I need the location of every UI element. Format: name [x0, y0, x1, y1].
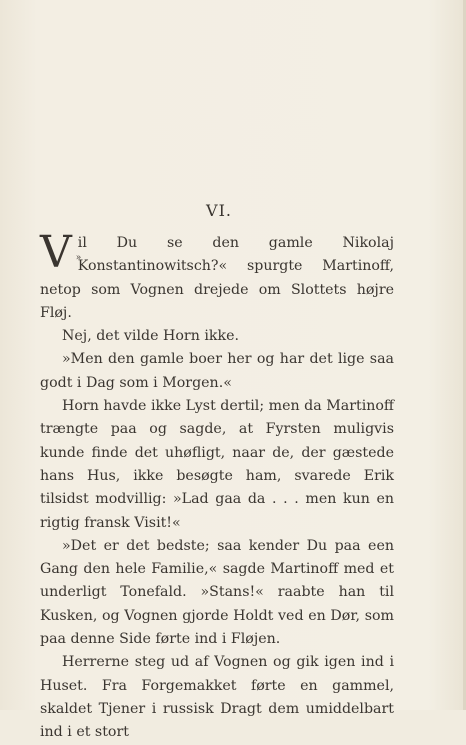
opening-text: il Du se den gamle Nikolaj Konstantinowitsch?« spurgte Martinoff, netop som Vognen drejede om Slottets højre Fløj. — [40, 235, 394, 321]
paragraph-1: Nej, det vilde Horn ikke. — [62, 328, 239, 345]
paragraph-3: Horn havde ikke Lyst dertil; men da Martinoff trængte paa og sagde, at Fyrsten muligvis kunde finde det uhøfligt, naar de, der gæstede hans Hus, ikke besøgte ham, svarede Erik tilsidst modvillig: »Lad gaa da . . . men kun en rigtig fransk Visit!« — [40, 398, 394, 531]
paragraph-2: »Men den gamle boer her og har det lige saa godt i Dag som i Morgen.« — [40, 351, 394, 391]
chapter-heading: VI. — [206, 201, 232, 220]
paragraph-5: Herrerne steg ud af Vognen og gik igen ind i Huset. Fra Forgemakket førte en gammel, skaldet Tjener i russisk Dragt dem umiddelbart ind i et stort — [40, 654, 394, 741]
body-text — [40, 227, 394, 745]
drop-cap: V — [40, 227, 72, 278]
opening-paragraph — [40, 227, 394, 325]
quote-mark: » — [75, 253, 82, 263]
paragraph-4: »Det er det bedste; saa kender Du paa een Gang den hele Familie,« sagde Martinoff med et underligt Tonefald. »Stans!« raabte han til Kusken, og Vognen gjorde Holdt ved en Dør, som paa denne Side førte ind i Fløjen. — [40, 537, 394, 648]
